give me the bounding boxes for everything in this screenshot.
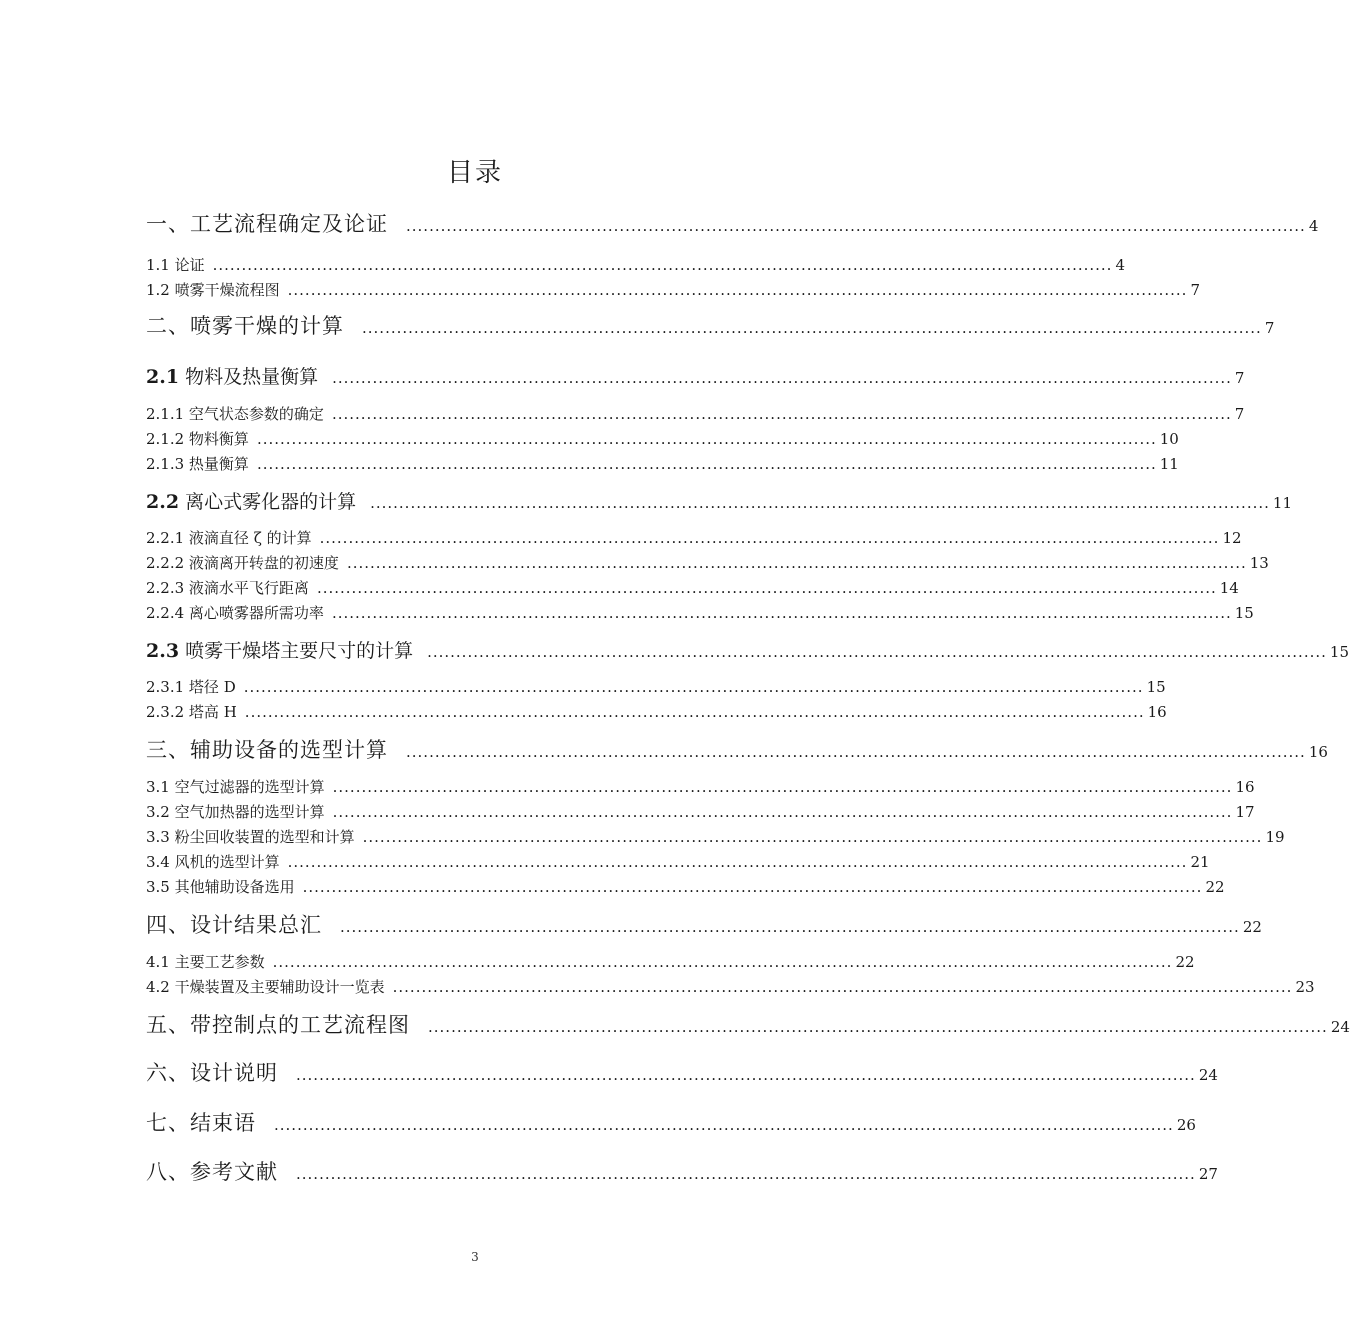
section-number: 2.3 [146,640,180,662]
toc-title: 目录 [446,158,503,188]
toc-entry-label: 八、参考文献 [146,1160,278,1184]
toc-entry-page: 12 [1222,529,1242,547]
dot-leader: ............................................................................................................................................................ [272,953,1173,971]
toc-entry-2-1-1[interactable] [146,403,1245,424]
toc-entry-label: 1.1 论证 [146,256,205,274]
toc-entry-page: 22 [1205,878,1225,896]
toc-entry-label: 2.1.2 物料衡算 [146,430,249,448]
dot-leader: ............................................................................................................................................................ [332,803,1233,821]
toc-entry-1-2[interactable] [146,279,1200,300]
toc-entry-page: 11 [1159,455,1179,473]
toc-entry-label: 2.2.4 离心喷雾器所需功率 [146,604,324,622]
toc-entry-label: 2.3.1 塔径 D [146,678,236,696]
toc-entry-2-3-2[interactable] [146,701,1167,722]
toc-entry-page: 17 [1235,803,1255,821]
toc-entry-2-1[interactable] [146,362,1245,389]
toc-entry-label: 4.1 主要工艺参数 [146,953,265,971]
toc-entry-3-3[interactable] [146,826,1285,847]
toc-entry-label: 三、辅助设备的选型计算 [146,738,388,762]
dot-leader: ............................................................................................................................................................ [346,554,1247,572]
dot-leader: ............................................................................................................................................................ [362,828,1263,846]
toc-entry-2-1-2[interactable] [146,428,1179,449]
dot-leader: ............................................................................................................................................................ [406,743,1306,761]
dot-leader: ............................................................................................................................................................ [287,853,1188,871]
dot-leader: ............................................................................................................................................................ [332,778,1233,796]
toc-entry-4-2[interactable] [146,976,1315,997]
toc-entry-label: 2.2.3 液滴水平飞行距离 [146,579,309,597]
toc-entry-page: 16 [1235,778,1255,796]
toc-entry-page: 11 [1272,494,1292,512]
dot-leader: ............................................................................................................................................................ [332,369,1232,387]
toc-entry-label: 2.2.2 液滴离开转盘的初速度 [146,554,339,572]
toc-entry-3-5[interactable] [146,876,1225,897]
dot-leader: ............................................................................................................................................................ [256,455,1157,473]
toc-entry-page: 26 [1176,1116,1196,1134]
toc-entry-label: 物料及热量衡算 [185,366,319,388]
dot-leader: ............................................................................................................................................................ [302,878,1203,896]
toc-entry-page: 27 [1198,1165,1218,1183]
dot-leader: ............................................................................................................................................................ [331,604,1232,622]
dot-leader: ............................................................................................................................................................ [256,430,1157,448]
toc-entry-3-1[interactable] [146,776,1255,797]
toc-entry-label: 离心式雾化器的计算 [185,491,357,513]
toc-entry-1-1[interactable] [146,254,1125,275]
toc-entry-2-2-2[interactable] [146,552,1269,573]
dot-leader: ............................................................................................................................................................ [392,978,1293,996]
toc-entry-page: 15 [1146,678,1166,696]
toc-entry-page: 21 [1190,853,1210,871]
toc-entry-page: 7 [1264,319,1275,337]
dot-leader: ............................................................................................................................................................ [319,529,1220,547]
toc-entry-2-3-1[interactable] [146,676,1166,697]
toc-entry-chapter-1[interactable] [146,208,1319,238]
dot-leader: ............................................................................................................................................................ [427,643,1327,661]
toc-entry-page: 19 [1265,828,1285,846]
toc-entry-3-2[interactable] [146,801,1255,822]
section-number: 2.1 [146,366,180,388]
dot-leader: ............................................................................................................................................................ [428,1018,1328,1036]
toc-entry-label: 4.2 干燥装置及主要辅助设计一览表 [146,978,385,996]
toc-entry-label: 一、工艺流程确定及论证 [146,212,388,236]
toc-entry-label: 2.3.2 塔高 H [146,703,237,721]
toc-entry-page: 24 [1330,1018,1350,1036]
toc-entry-page: 10 [1159,430,1179,448]
toc-entry-label: 3.4 风机的选型计算 [146,853,280,871]
toc-entry-label: 3.3 粉尘回收装置的选型和计算 [146,828,355,846]
dot-leader: ............................................................................................................................................................ [212,256,1113,274]
toc-entry-page: 15 [1329,643,1349,661]
dot-leader: ............................................................................................................................................................ [331,405,1232,423]
dot-leader: ............................................................................................................................................................ [274,1116,1174,1134]
toc-entry-label: 七、结束语 [146,1111,256,1135]
toc-entry-2-2-3[interactable] [146,577,1239,598]
dot-leader: ............................................................................................................................................................ [370,494,1270,512]
toc-entry-chapter-3[interactable] [146,734,1328,764]
dot-leader: ............................................................................................................................................................ [362,319,1262,337]
toc-entry-label: 四、设计结果总汇 [146,913,322,937]
toc-entry-chapter-4[interactable] [146,909,1262,939]
toc-entry-page: 22 [1242,918,1262,936]
toc-entry-page: 16 [1308,743,1328,761]
toc-entry-label: 喷雾干燥塔主要尺寸的计算 [185,640,414,662]
dot-leader: ............................................................................................................................................................ [340,918,1240,936]
toc-entry-chapter-6[interactable] [146,1057,1218,1087]
dot-leader: ............................................................................................................................................................ [244,703,1145,721]
toc-entry-label: 六、设计说明 [146,1061,278,1085]
page-number: 3 [471,1250,479,1264]
toc-entry-2-2-4[interactable] [146,602,1254,623]
dot-leader: ............................................................................................................................................................ [287,281,1188,299]
dot-leader: ............................................................................................................................................................ [316,579,1217,597]
toc-entry-label: 五、带控制点的工艺流程图 [146,1013,410,1037]
toc-entry-chapter-5[interactable] [146,1009,1350,1039]
toc-entry-label: 二、喷雾干燥的计算 [146,314,344,338]
toc-entry-chapter-8[interactable] [146,1156,1218,1186]
toc-entry-2-1-3[interactable] [146,453,1179,474]
toc-entry-2-2-1[interactable] [146,527,1242,548]
toc-entry-page: 24 [1198,1066,1218,1084]
toc-entry-label: 2.1.3 热量衡算 [146,455,249,473]
toc-entry-label: 1.2 喷雾干燥流程图 [146,281,280,299]
section-number: 2.2 [146,491,180,513]
toc-entry-2-2[interactable] [146,487,1292,514]
toc-entry-page: 7 [1234,405,1245,423]
toc-entry-4-1[interactable] [146,951,1195,972]
toc-entry-page: 16 [1147,703,1167,721]
toc-entry-label: 3.5 其他辅助设备选用 [146,878,295,896]
dot-leader: ............................................................................................................................................................ [296,1066,1196,1084]
toc-entry-page: 15 [1234,604,1254,622]
toc-entry-label: 3.2 空气加热器的选型计算 [146,803,325,821]
toc-entry-page: 7 [1234,369,1245,387]
toc-entry-page: 4 [1115,256,1125,274]
toc-entry-page: 7 [1190,281,1200,299]
toc-entry-page: 23 [1295,978,1315,996]
toc-entry-2-3[interactable] [146,636,1349,663]
toc-entry-label: 2.2.1 液滴直径 ζ 的计算 [146,529,312,547]
dot-leader: ............................................................................................................................................................ [296,1165,1196,1183]
toc-entry-page: 13 [1249,554,1269,572]
toc-entry-page: 14 [1219,579,1239,597]
toc-entry-3-4[interactable] [146,851,1210,872]
toc-entry-chapter-2[interactable] [146,310,1275,340]
toc-entry-label: 3.1 空气过滤器的选型计算 [146,778,325,796]
dot-leader: ............................................................................................................................................................ [406,217,1306,235]
toc-entry-page: 22 [1175,953,1195,971]
dot-leader: ............................................................................................................................................................ [243,678,1144,696]
toc-entry-page: 4 [1308,217,1319,235]
toc-entry-chapter-7[interactable] [146,1107,1196,1137]
toc-entry-label: 2.1.1 空气状态参数的确定 [146,405,324,423]
